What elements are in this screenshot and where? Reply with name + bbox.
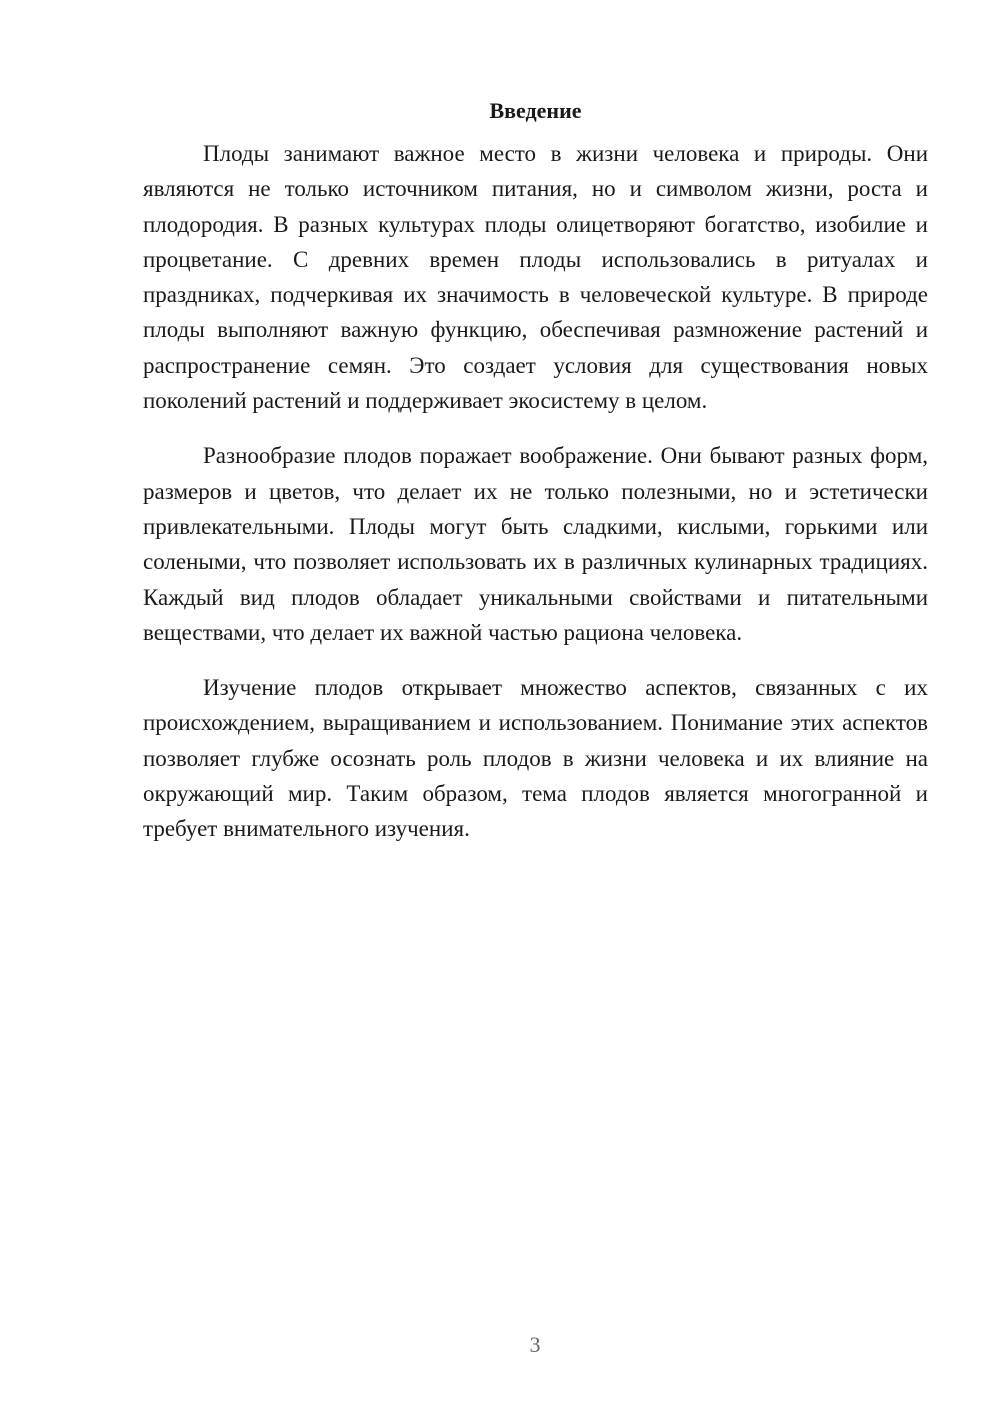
paragraph-3: Изучение плодов открывает множество аспектов, связанных с их происхождением, выращиванием и использованием. Понимание этих аспектов позволяет глубже осознать роль плодов в жизни человека и их влияние на окружающий мир. Таким образом, тема плодов является многогранной и требует внимательного изучения.: [143, 675, 928, 842]
paragraph-2: Разнообразие плодов поражает воображение. Они бывают разных форм, размеров и цветов, что делает их не только полезными, но и эстетически привлекательными. Плоды могут быть сладкими, кислыми, горькими или солеными, что позволяет использовать их в различных кулинарных традициях. Каждый вид плодов обладает уникальными свойствами и питательными веществами, что делает их важной частью рациона человека.: [143, 443, 928, 645]
page-number: 3: [529, 1332, 541, 1357]
section-title: Введение: [489, 98, 582, 123]
page-content: [143, 96, 928, 867]
paragraph-1: Плоды занимают важное место в жизни человека и природы. Они являются не только источником питания, но и символом жизни, роста и плодородия. В разных культурах плоды олицетворяют богатство, изобилие и процветание. С древних времен плоды использовались в ритуалах и праздниках, подчеркивая их значимость в человеческой культуре. В природе плоды выполняют важную функцию, обеспечивая размножение растений и распространение семян. Это создает условия для существования новых поколений растений и поддерживает экосистему в целом.: [143, 141, 928, 414]
